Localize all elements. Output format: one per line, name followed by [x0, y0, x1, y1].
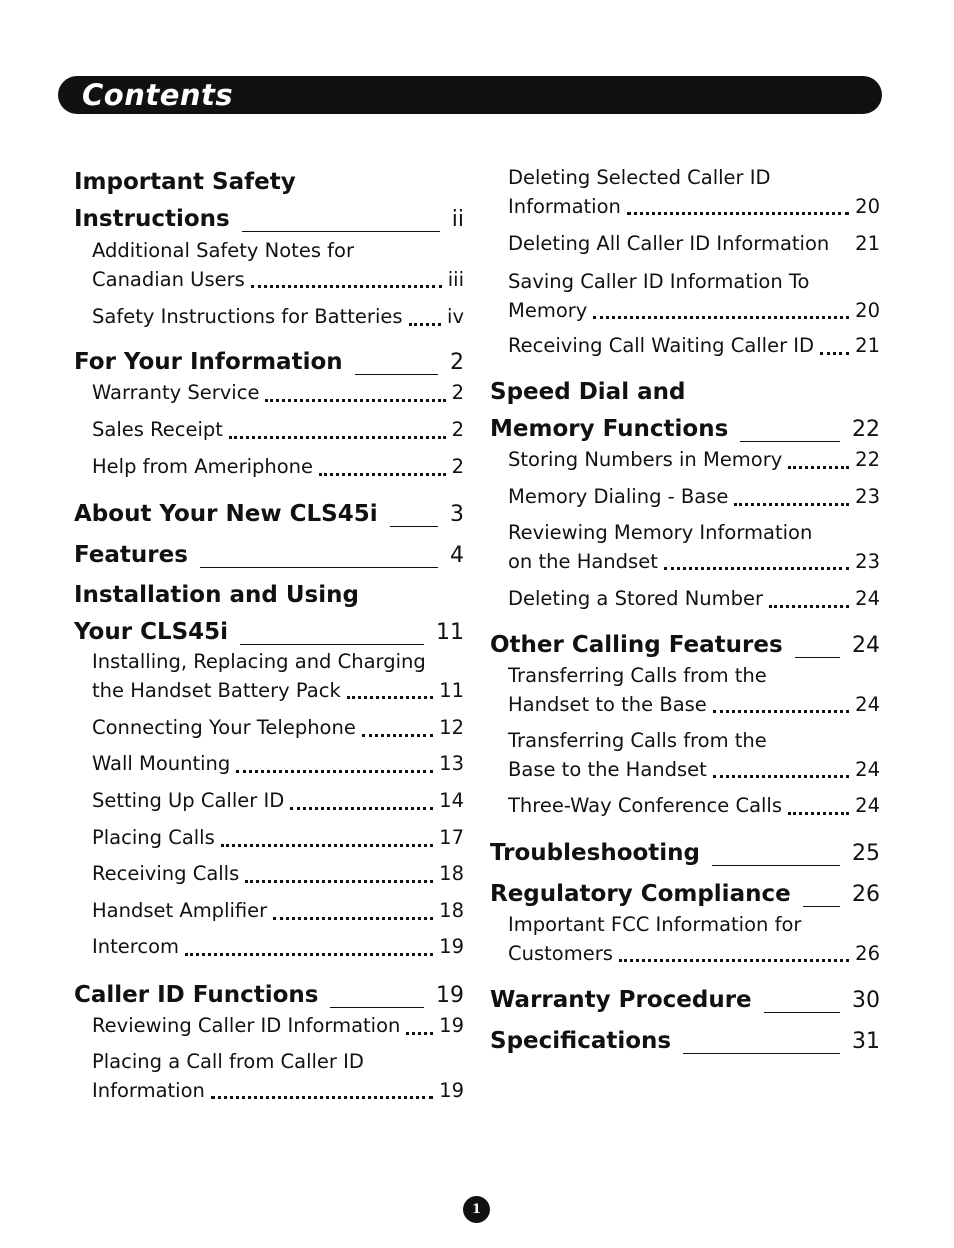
toc-leader [251, 285, 442, 288]
toc-page-number: 17 [439, 826, 464, 849]
toc-leader [245, 880, 433, 883]
toc-page-number: 22 [852, 417, 880, 442]
toc-entry[interactable] [74, 237, 464, 294]
toc-page-number: iv [447, 305, 464, 328]
toc-section[interactable] [490, 627, 880, 664]
toc-entry[interactable] [490, 911, 880, 968]
toc-entry[interactable] [490, 519, 880, 576]
toc-entry-title: Installing, Replacing and Charging [92, 650, 426, 673]
toc-entry-title: Customers [508, 941, 613, 965]
toc-page-number: 23 [855, 485, 880, 508]
toc-entry[interactable] [490, 164, 880, 221]
toc-entry-title: Warranty Procedure [490, 987, 752, 1013]
toc-leader [740, 441, 840, 442]
toc-leader [221, 844, 433, 847]
toc-entry-title: Information [92, 1078, 205, 1102]
toc-entry[interactable] [74, 416, 464, 445]
toc-section[interactable] [490, 982, 880, 1019]
toc-entry-title: Receiving Call Waiting Caller ID [508, 334, 815, 357]
toc-entry-title: Intercom [92, 935, 179, 958]
toc-entry[interactable] [490, 268, 880, 325]
toc-page-number: 12 [439, 716, 464, 739]
toc-leader [619, 959, 849, 962]
toc-leader [330, 1007, 424, 1008]
toc-entry-title: Information [508, 194, 621, 218]
toc-entry-title: Receiving Calls [92, 862, 240, 885]
toc-entry-title: Memory Functions [490, 416, 729, 442]
toc-leader [664, 567, 849, 570]
toc-entry-title: Storing Numbers in Memory [508, 448, 783, 471]
toc-entry[interactable] [490, 230, 880, 259]
toc-entry[interactable] [74, 787, 464, 816]
toc-leader [355, 374, 438, 375]
toc-entry[interactable] [490, 483, 880, 512]
toc-leader [409, 323, 442, 326]
toc-section[interactable] [74, 537, 464, 574]
toc-entry[interactable] [74, 714, 464, 743]
toc-leader [788, 812, 849, 815]
toc-page-number: 2 [451, 418, 464, 441]
toc-entry-title: the Handset Battery Pack [92, 678, 341, 702]
toc-leader [769, 605, 849, 608]
toc-leader [683, 1053, 840, 1054]
toc-page-number: 24 [855, 794, 880, 817]
toc-entry-title: Deleting a Stored Number [508, 587, 764, 610]
toc-leader [820, 352, 849, 355]
toc-entry-title: Setting Up Caller ID [92, 789, 285, 812]
toc-page-number: 4 [450, 543, 464, 568]
toc-entry-title: Memory Dialing - Base [508, 485, 729, 508]
toc-entry-title: Important Safety [74, 169, 296, 195]
toc-section[interactable] [490, 835, 880, 872]
toc-section[interactable] [74, 344, 464, 381]
toc-entry-title: Wall Mounting [92, 752, 231, 775]
toc-section[interactable] [74, 977, 464, 1014]
toc-entry-title: Troubleshooting [490, 840, 701, 866]
toc-page-number: 14 [439, 789, 464, 812]
toc-entry-title: Reviewing Memory Information [508, 521, 813, 544]
toc-leader [185, 953, 433, 956]
toc-leader [795, 657, 840, 658]
toc-entry-title: Deleting Selected Caller ID [508, 166, 771, 189]
toc-entry[interactable] [74, 1048, 464, 1105]
page-number-badge: 1 [463, 1196, 490, 1223]
toc-page-number: 19 [439, 1078, 464, 1102]
toc-page-number: 23 [855, 549, 880, 573]
toc-page-number: 21 [855, 232, 880, 255]
toc-page-number: 19 [439, 935, 464, 958]
toc-page-number: 18 [439, 862, 464, 885]
toc-page-number: 11 [439, 678, 464, 702]
toc-leader [347, 696, 433, 699]
toc-page-number: 11 [436, 620, 464, 645]
toc-entry-title: Placing Calls [92, 826, 215, 849]
toc-entry-title: Three-Way Conference Calls [508, 794, 783, 817]
toc-page-number: 24 [852, 633, 880, 658]
toc-page-number: 26 [852, 882, 880, 907]
toc-leader [362, 734, 433, 737]
toc-section[interactable] [490, 876, 880, 913]
toc-entry[interactable] [74, 453, 464, 482]
toc-page-number: 24 [855, 692, 880, 716]
toc-leader [290, 807, 433, 810]
toc-entry-title: Deleting All Caller ID Information [508, 232, 830, 255]
toc-page-number: 24 [855, 757, 880, 781]
toc-leader [788, 466, 849, 469]
toc-page-number: 20 [855, 298, 880, 322]
toc-entry-title: Help from Ameriphone [92, 455, 314, 478]
toc-entry[interactable] [490, 332, 880, 361]
toc-entry-title: For Your Information [74, 349, 343, 375]
toc-entry[interactable] [74, 824, 464, 853]
toc-entry-title: Placing a Call from Caller ID [92, 1050, 364, 1073]
toc-entry-title: Safety Instructions for Batteries [92, 305, 403, 328]
toc-entry[interactable] [490, 446, 880, 475]
toc-page-number: 3 [450, 502, 464, 527]
toc-page-number: 2 [451, 381, 464, 404]
toc-entry-title: Specifications [490, 1028, 672, 1054]
toc-entry[interactable] [74, 897, 464, 926]
toc-entry-title: Connecting Your Telephone [92, 716, 356, 739]
toc-entry-title: Installation and Using [74, 582, 359, 608]
toc-leader [265, 399, 445, 402]
toc-leader [593, 316, 849, 319]
toc-leader [406, 1032, 433, 1035]
toc-entry[interactable] [74, 379, 464, 408]
toc-page-number: 25 [852, 841, 880, 866]
toc-section[interactable] [74, 577, 464, 651]
toc-page-number: 19 [439, 1014, 464, 1037]
toc-section[interactable] [490, 1023, 880, 1060]
toc-leader [200, 567, 438, 568]
toc-leader [229, 436, 446, 439]
toc-page-number: 24 [855, 587, 880, 610]
toc-entry[interactable] [490, 662, 880, 719]
toc-leader [319, 473, 446, 476]
toc-entry-title: Instructions [74, 206, 230, 232]
toc-page-number: 30 [852, 988, 880, 1013]
toc-entry-title: Canadian Users [92, 267, 245, 291]
toc-entry-title: Caller ID Functions [74, 982, 319, 1008]
toc-entry-title: Sales Receipt [92, 418, 223, 441]
toc-entry-title: Handset Amplifier [92, 899, 268, 922]
page-title: Contents [82, 78, 234, 112]
toc-entry-title: Warranty Service [92, 381, 260, 404]
toc-page-number: 20 [855, 194, 880, 218]
toc-page-number: 26 [855, 941, 880, 965]
toc-entry[interactable] [490, 792, 880, 821]
toc-entry-title: Your CLS45i [74, 619, 229, 645]
toc-entry-title: Saving Caller ID Information To [508, 270, 810, 293]
toc-page-number: 22 [855, 448, 880, 471]
toc-section[interactable] [74, 496, 464, 533]
toc-entry[interactable] [490, 727, 880, 784]
toc-entry-title: on the Handset [508, 549, 658, 573]
toc-entry-title: Reviewing Caller ID Information [92, 1014, 401, 1037]
toc-entry[interactable] [74, 1012, 464, 1041]
toc-entry[interactable] [74, 303, 464, 332]
toc-entry[interactable] [74, 750, 464, 779]
toc-entry-title: Memory [508, 298, 588, 322]
toc-page-number: 18 [439, 899, 464, 922]
toc-leader [734, 503, 849, 506]
toc-entry[interactable] [74, 860, 464, 889]
toc-page-number: 13 [439, 752, 464, 775]
toc-entry-title: Additional Safety Notes for [92, 239, 354, 262]
toc-leader [803, 906, 840, 907]
toc-entry-title: Speed Dial and [490, 379, 686, 405]
toc-leader [627, 212, 849, 215]
toc-leader [713, 775, 849, 778]
toc-entry-title: About Your New CLS45i [74, 501, 378, 527]
toc-entry-title: Transferring Calls from the [508, 729, 767, 752]
toc-section[interactable] [74, 164, 464, 238]
contents-banner [58, 76, 882, 114]
toc-page-number: 21 [855, 334, 880, 357]
toc-entry-title: Features [74, 542, 188, 568]
toc-leader [242, 231, 440, 232]
toc-leader [240, 644, 424, 645]
toc-entry-title: Base to the Handset [508, 757, 707, 781]
toc-entry[interactable] [74, 933, 464, 962]
toc-leader [236, 770, 433, 773]
toc-leader [712, 865, 840, 866]
toc-page-number: 19 [436, 983, 464, 1008]
toc-leader [273, 917, 433, 920]
toc-page-number: iii [447, 267, 464, 291]
toc-page-number: 2 [451, 455, 464, 478]
toc-page-number: 31 [852, 1029, 880, 1054]
toc-entry[interactable] [74, 648, 464, 705]
toc-entry-title: Handset to the Base [508, 692, 707, 716]
toc-section[interactable] [490, 374, 880, 448]
toc-entry-title: Important FCC Information for [508, 913, 802, 936]
toc-leader [764, 1012, 840, 1013]
toc-page-number: ii [451, 207, 464, 232]
toc-entry-title: Other Calling Features [490, 632, 783, 658]
toc-leader [713, 710, 849, 713]
toc-leader [390, 526, 438, 527]
toc-entry-title: Transferring Calls from the [508, 664, 767, 687]
toc-leader [211, 1096, 433, 1099]
toc-entry-title: Regulatory Compliance [490, 881, 791, 907]
toc-page-number: 2 [450, 350, 464, 375]
toc-entry[interactable] [490, 585, 880, 614]
